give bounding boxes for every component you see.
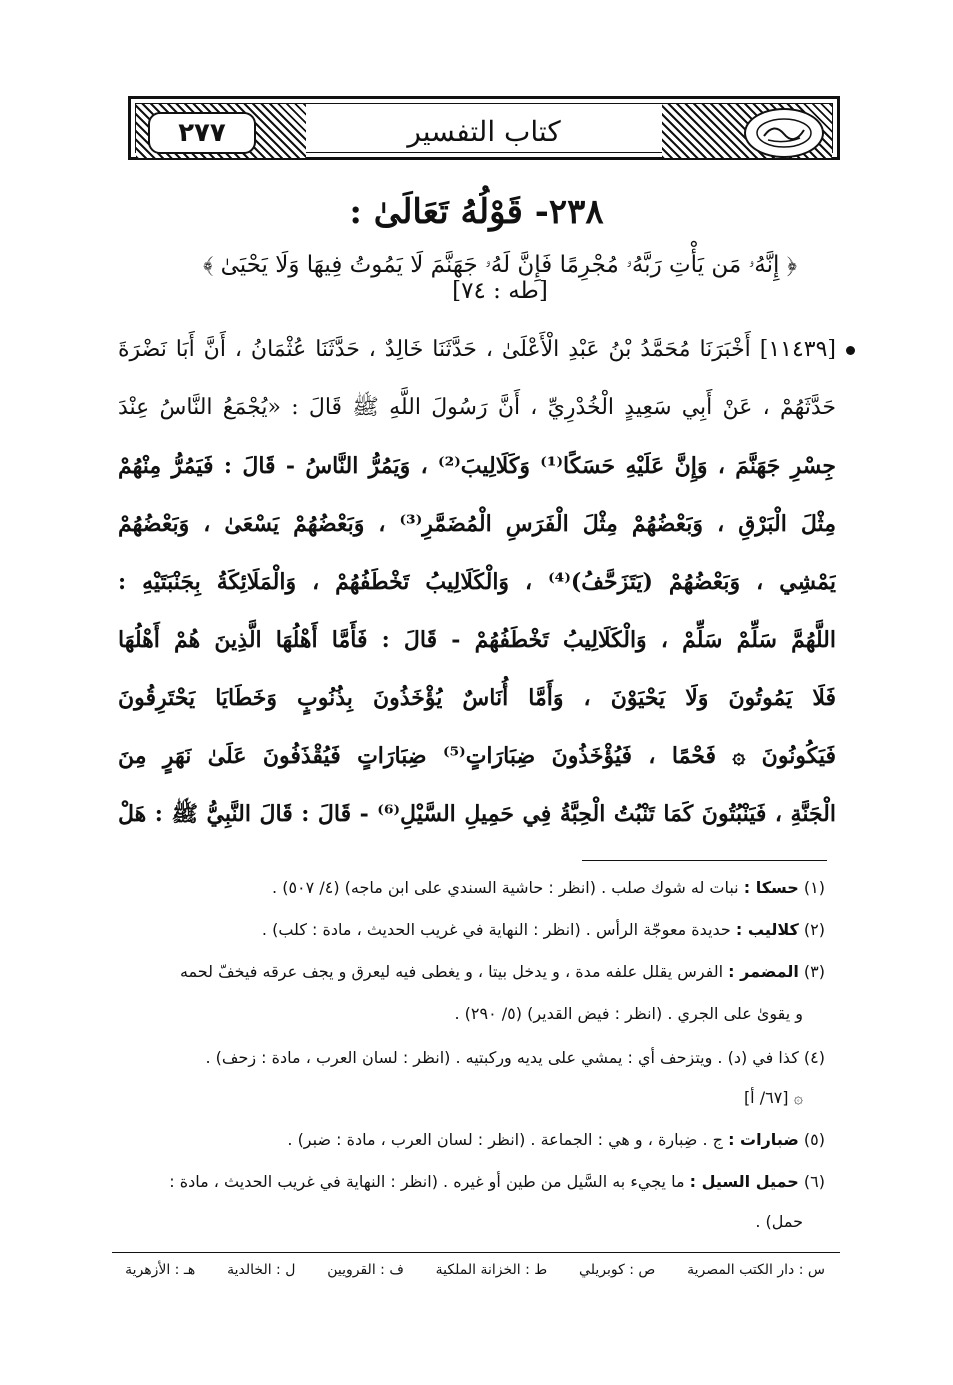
source-item: ص : كوبريلي (579, 1262, 656, 1278)
footnote-number: (٦) (803, 1172, 825, 1191)
hadith-line: مِثْلَ الْبَرْقِ ، وَبَعْضُهُمْ مِثْلَ الْفَرَسِ الْمُضَمَّرِ⁽³⁾ ، وَبَعْضُهُمْ يَسْعَىٰ ، وَبَعْضُهُمْ (118, 511, 836, 537)
footnote-number: (٤) (803, 1048, 825, 1067)
footnote (125, 1170, 825, 1194)
footnote-text: حديدة معوجّة الرأس . (انظر : النهاية في غريب الحديث ، مادة : كلب) . (261, 920, 731, 939)
footnote-number: (٥) (803, 1130, 825, 1149)
footnote (125, 1046, 825, 1070)
hadith-line: اللَّهُمَّ سَلِّمْ سَلِّمْ ، وَالْكَلَالِيبُ تَخْطَفُهُمْ - قَالَ : فَأَمَّا أَهْلُهَا الَّذِينَ هُمْ أَهْلُهَا (118, 627, 836, 653)
hadith-line: فَيَكُونُونَ ۞ فَحْمًا ، فَيُؤْخَذُونَ ضِبَارَاتٍ⁽⁵⁾ ضِبَارَاتٍ فَيُقْذَفُونَ عَلَىٰ نَهَرٍ مِنَ (118, 743, 836, 769)
footnote-text: حمل) . (755, 1212, 803, 1231)
page-header (128, 96, 840, 160)
footnote (125, 918, 825, 942)
footnote-term: المضمر : (728, 962, 799, 981)
page-number: ٢٧٧ (148, 112, 256, 154)
bottom-divider (112, 1252, 840, 1253)
footnote-manuscript-ref (103, 1086, 803, 1110)
hadith-line: فَلَا يَمُوتُونَ وَلَا يَحْيَوْنَ ، وَأَمَّا أُنَاسٌ يُؤْخَذُونَ بِذُنُوبٍ وَخَطَايَا يَحْتَرِقُونَ (118, 685, 836, 711)
footnote-term: حسكا : (743, 878, 799, 897)
header-ornament-right (662, 104, 832, 158)
footnote-term: ضبارات : (728, 1130, 799, 1149)
hadith-line: حَدَّثَهُمْ ، عَنْ أَبِي سَعِيدٍ الْخُدْرِيِّ ، أَنَّ رَسُولَ اللَّهِ ﷺ قَالَ : «يُجْمَعُ النَّاسُ عِنْدَ (118, 395, 836, 420)
section-heading: ٢٣٨- قَوْلُهُ تَعَالَىٰ : (349, 192, 604, 232)
footnote-number: (١) (803, 878, 825, 897)
footnote (125, 876, 825, 900)
hadith-line: الْجَنَّةِ ، فَيَنْبُتُونَ كَمَا تَنْبُتُ الْحِبَّةُ فِي حَمِيلِ السَّيْلِ⁽⁶⁾ - قَالَ : قَالَ النَّبِيُّ ﷺ : هَلْ (118, 801, 836, 827)
footnote-number: (٣) (803, 962, 825, 981)
footnote-term: حميل السيل : (689, 1172, 799, 1191)
footnote-text: نبات له شوك صلب . (انظر : حاشية السندي على ابن ماجه) (٤/ ٥٠٧) . (272, 878, 739, 897)
footnote-text: ج . ضِبارة ، و هي : الجماعة . (انظر : لسان العرب ، مادة : ضبر) . (287, 1130, 723, 1149)
source-item: هـ : الأزهرية (125, 1262, 196, 1278)
footnote-text: ما يجيء به السَّيل من طين أو غيره . (انظر : النهاية في غريب الحديث ، مادة : (169, 1172, 685, 1191)
source-item: ط : الخزانة الملكية (435, 1262, 548, 1278)
source-item: ف : القرويين (327, 1262, 404, 1278)
footnote-text: كذا في (د) . ويتزحف أي : يمشي على يديه وركبتيه . (انظر : لسان العرب ، مادة : زحف) . (205, 1048, 799, 1067)
hadith-line: يَمْشِي ، وَبَعْضُهُمْ (يَتَزَحَّفُ)⁽⁴⁾ ، وَالْكَلَالِيبُ تَخْطَفُهُمْ ، وَالْمَلَائِكَةُ بِجَنْبَتَيْهِ : (118, 569, 836, 595)
footnote (125, 1128, 825, 1152)
footnote (125, 960, 825, 984)
source-item: ل : الخالدية (227, 1262, 296, 1278)
footnote-text: الفرس يقلل علفه مدة ، و يدخل بيتا ، و يغطى فيه ليعرق و يجف عرقه فيخفّ لحمه (179, 962, 724, 981)
logo-seal-icon (754, 116, 814, 150)
header-title: كتاب التفسير (407, 114, 561, 148)
footnote-divider (582, 860, 827, 861)
footnote-term: كلاليب : (735, 920, 799, 939)
source-item: س : دار الكتب المصرية (687, 1262, 825, 1278)
manuscript-sources (125, 1262, 825, 1278)
quran-verse: ﴿ إِنَّهُۥ مَن يَأْتِ رَبَّهُۥ مُجْرِمًا فَإِنَّ لَهُۥ جَهَنَّمَ لَا يَمُوتُ فِيهَا وَلَا يَحْيَىٰ ﴾ [طه : ٧٤] (203, 252, 797, 304)
header-ornament-left (136, 104, 306, 158)
hadith-line: جِسْرِ جَهَنَّمَ ، وَإِنَّ عَلَيْهِ حَسَكًا⁽¹⁾ وَكَلَالِيبَ⁽²⁾ ، وَيَمُرُّ النَّاسُ - قَالَ : فَيَمُرُّ مِنْهُمْ (118, 453, 836, 479)
footnote-continuation (103, 1002, 803, 1026)
footnote-number: (٢) (803, 920, 825, 939)
logo-icon (744, 108, 824, 158)
footnote-text: و يقوىٰ على الجري . (انظر : فيض القدير) (٥/ ٢٩٠) . (454, 1004, 803, 1023)
footnote-continuation (103, 1210, 803, 1234)
hadith-line: [١١٤٣٩] أَخْبَرَنَا مُحَمَّدُ بْنُ عَبْدِ الْأَعْلَىٰ ، حَدَّثَنَا خَالِدٌ ، حَدَّثَنَا عُثْمَانُ ، أَنَّ أَبَا نَضْرَةَ (118, 337, 836, 362)
footnote-text: ۞ [٦٧/ أ] (743, 1088, 803, 1107)
header-frame (135, 103, 833, 153)
bullet-marker (846, 346, 855, 355)
